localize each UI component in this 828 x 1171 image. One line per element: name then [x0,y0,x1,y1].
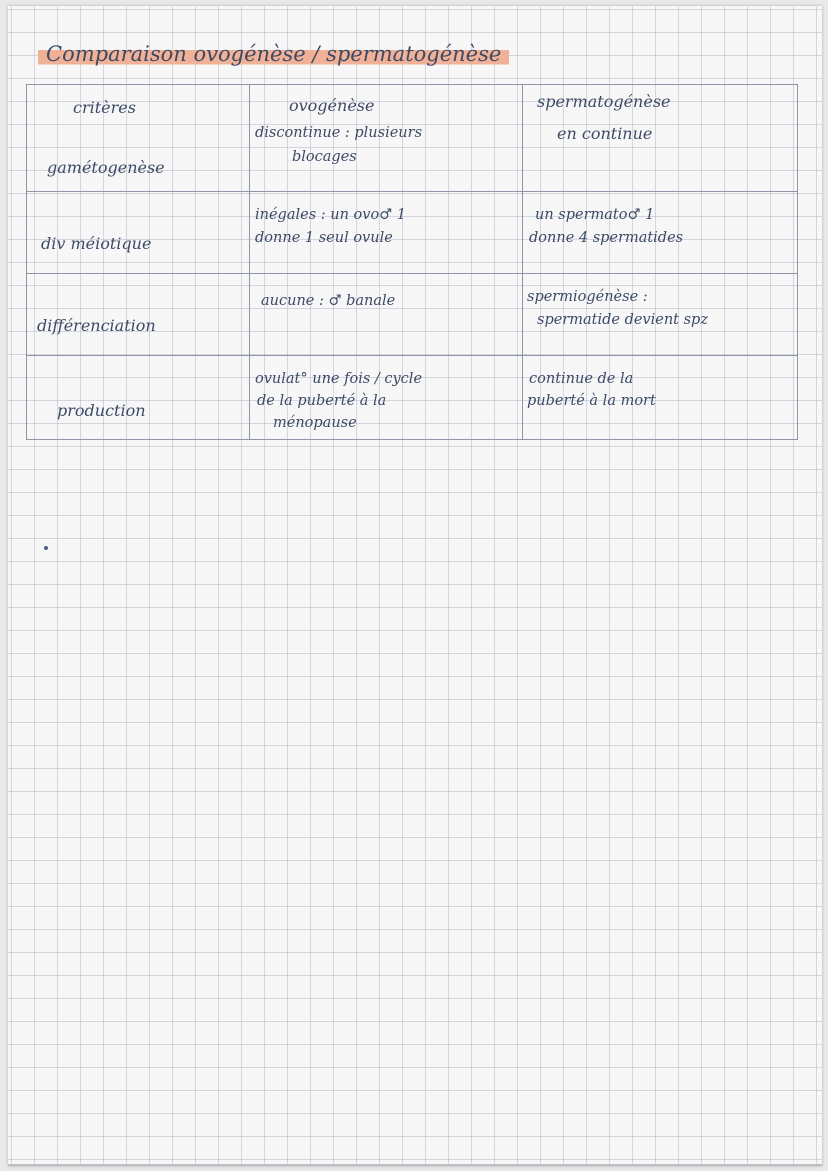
row1-ovogenese-line1: discontinue : plusieurs [255,125,423,141]
row4-criterion: production [57,401,146,420]
row1-criterion: gamétogenèse [47,158,165,177]
row2-ovogenese-line2: donne 1 seul ovule [255,230,393,246]
row4-ovogenese-line1: ovulat° une fois / cycle [255,371,423,387]
table-row-divider-3 [27,355,797,356]
header-spermatogenese: spermatogénèse [537,92,671,111]
row3-spermatogenese-line2: spermatide devient spz [537,312,708,328]
comparison-table [26,84,798,440]
row2-ovogenese-line1: inégales : un ovo♂ 1 [255,207,407,223]
header-ovogenese: ovogénèse [289,96,375,115]
row4-ovogenese-line2: de la puberté à la [257,393,387,409]
header-criteres: critères [73,98,136,117]
notebook-page [8,6,822,1166]
row2-criterion: div méiotique [41,234,152,253]
row1-spermatogenese-line1: en continue [557,124,653,143]
table-divider-1 [249,85,250,439]
table-row-divider-1 [27,191,797,192]
row4-spermatogenese-line1: continue de la [529,371,634,387]
row2-spermatogenese-line2: donne 4 spermatides [529,230,684,246]
row1-ovogenese-line2: blocages [292,149,357,165]
row2-spermatogenese-line1: un spermato♂ 1 [535,207,655,223]
row3-spermatogenese-line1: spermiogénèse : [527,289,648,305]
row3-ovogenese-line1: aucune : ♂ banale [261,293,396,309]
row4-ovogenese-line3: ménopause [273,415,357,431]
ink-dot [44,546,48,550]
table-divider-2 [522,85,523,439]
table-row-divider-2 [27,273,797,274]
page-title: Comparaison ovogénèse / spermatogénèse [38,40,509,68]
row4-spermatogenese-line2: puberté à la mort [527,393,656,409]
row3-criterion: différenciation [37,316,156,335]
